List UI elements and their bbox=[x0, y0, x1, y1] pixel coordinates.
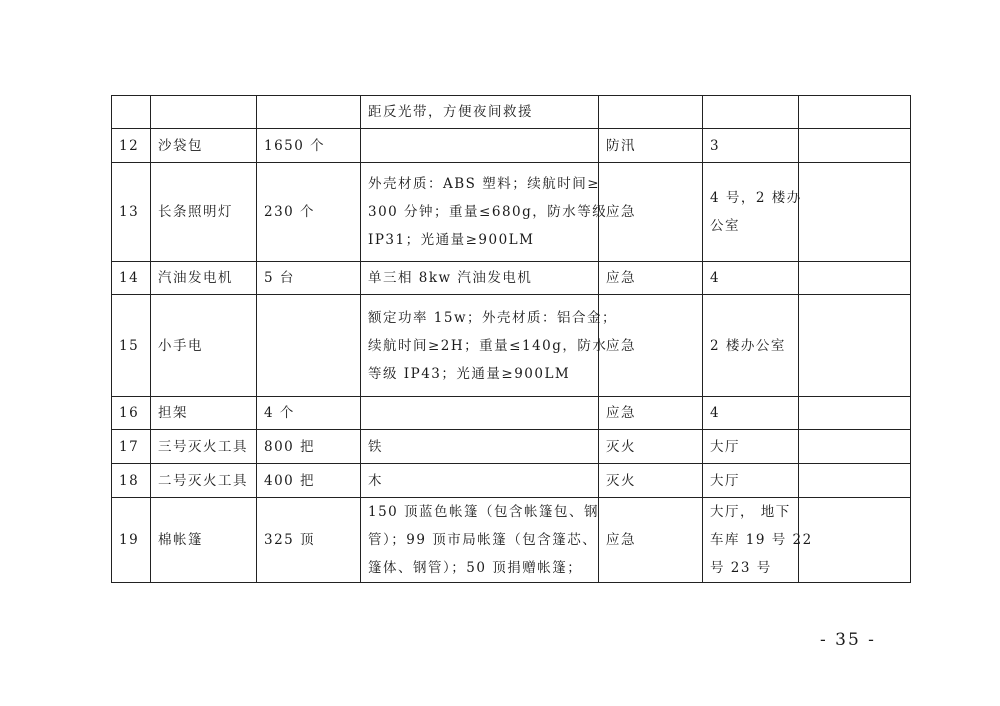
cell-specification-line: 额定功率 15w；外壳材质：铝合金； bbox=[368, 309, 618, 326]
cell-specification-line: 木 bbox=[368, 472, 383, 489]
cell-specification-line: 篷体、钢管）；50 顶捐赠帐篷； bbox=[368, 560, 583, 576]
cell-specification-line bbox=[368, 399, 591, 427]
cell-specification-line: 单三相 8kw 汽油发电机 bbox=[368, 270, 533, 286]
cell-item-name: 沙袋包 bbox=[151, 129, 257, 163]
cell-quantity: 325 顶 bbox=[257, 498, 361, 583]
cell-purpose: 防汛 bbox=[599, 129, 703, 163]
cell-specification-line: 铁 bbox=[368, 438, 383, 455]
cell-number: 19 bbox=[112, 498, 151, 583]
cell-remarks bbox=[799, 262, 911, 295]
cell-item-name: 汽油发电机 bbox=[151, 262, 257, 295]
cell-specification-line: 300 分钟；重量≤680g，防水等级 bbox=[368, 204, 608, 220]
cell-remarks bbox=[799, 464, 911, 498]
cell-quantity: 4 个 bbox=[257, 397, 361, 430]
cell-specification-line: 150 顶蓝色帐篷（包含帐篷包、钢 bbox=[368, 504, 600, 520]
cell-specification-line: 外壳材质：ABS 塑料；续航时间≥ bbox=[368, 176, 601, 192]
cell-number: 12 bbox=[112, 129, 151, 163]
cell-location bbox=[703, 430, 799, 464]
cell-quantity: 5 台 bbox=[257, 262, 361, 295]
cell-specification bbox=[361, 498, 599, 583]
table-row bbox=[112, 464, 911, 498]
cell-location-line: 公室 bbox=[710, 218, 740, 234]
cell-purpose: 灭火 bbox=[599, 430, 703, 464]
cell-item-name: 小手电 bbox=[151, 295, 257, 397]
cell-purpose bbox=[599, 96, 703, 129]
cell-quantity: 400 把 bbox=[257, 464, 361, 498]
cell-number: 17 bbox=[112, 430, 151, 464]
cell-item-name: 三号灭火工具 bbox=[151, 430, 257, 464]
cell-purpose: 应急 bbox=[599, 397, 703, 430]
table-row bbox=[112, 397, 911, 430]
cell-remarks bbox=[799, 397, 911, 430]
table-row bbox=[112, 430, 911, 464]
cell-specification-line: 管）；99 顶市局帐篷（包含篷芯、 bbox=[368, 532, 598, 548]
cell-purpose: 应急 bbox=[599, 163, 703, 262]
cell-location-line bbox=[710, 98, 791, 126]
cell-number: 18 bbox=[112, 464, 151, 498]
cell-specification bbox=[361, 295, 618, 397]
page-number: - 35 - bbox=[820, 630, 876, 650]
cell-specification-line bbox=[368, 132, 591, 160]
cell-location-line: 4 bbox=[710, 405, 721, 421]
cell-specification bbox=[361, 163, 608, 262]
cell-specification bbox=[361, 430, 599, 464]
cell-item-name: 棉帐篷 bbox=[151, 498, 257, 583]
cell-location bbox=[703, 129, 799, 163]
cell-remarks bbox=[799, 96, 911, 129]
cell-specification-line: IP31；光通量≥900LM bbox=[368, 232, 535, 248]
cell-number bbox=[112, 96, 151, 129]
cell-location-line: 4 号，2 楼办 bbox=[710, 190, 802, 206]
cell-number: 13 bbox=[112, 163, 151, 262]
cell-specification bbox=[361, 129, 599, 163]
cell-location bbox=[703, 464, 799, 498]
cell-specification bbox=[361, 397, 599, 430]
cell-location-line: 2 楼办公室 bbox=[710, 337, 786, 354]
cell-specification bbox=[361, 464, 599, 498]
cell-quantity bbox=[257, 96, 361, 129]
cell-remarks bbox=[799, 430, 911, 464]
cell-specification-line: 等级 IP43；光通量≥900LM bbox=[368, 365, 571, 382]
cell-location-line: 大厅 bbox=[710, 438, 740, 455]
cell-location bbox=[703, 262, 799, 295]
cell-location-line: 车库 19 号 22 bbox=[710, 532, 813, 548]
cell-quantity: 1650 个 bbox=[257, 129, 361, 163]
cell-purpose: 应急 bbox=[599, 498, 703, 583]
cell-remarks bbox=[799, 498, 911, 583]
cell-specification-line: 续航时间≥2H；重量≤140g，防水 bbox=[368, 337, 608, 354]
cell-number: 15 bbox=[112, 295, 151, 397]
cell-location-line: 4 bbox=[710, 270, 721, 286]
table-row bbox=[112, 163, 911, 262]
cell-location bbox=[703, 498, 813, 583]
cell-item-name: 长条照明灯 bbox=[151, 163, 257, 262]
table-row bbox=[112, 129, 911, 163]
cell-item-name bbox=[151, 96, 257, 129]
cell-specification bbox=[361, 262, 599, 295]
cell-purpose: 应急 bbox=[599, 295, 703, 397]
cell-location-line: 大厅 bbox=[710, 472, 740, 489]
cell-specification-line: 距反光带，方便夜间救援 bbox=[368, 104, 533, 120]
inventory-table bbox=[111, 95, 911, 583]
cell-remarks bbox=[799, 295, 911, 397]
cell-purpose: 灭火 bbox=[599, 464, 703, 498]
table-row bbox=[112, 96, 911, 129]
table-row bbox=[112, 295, 911, 397]
cell-location-line: 号 23 号 bbox=[710, 560, 772, 576]
cell-number: 14 bbox=[112, 262, 151, 295]
cell-location bbox=[703, 295, 799, 397]
table-row bbox=[112, 498, 911, 583]
cell-purpose: 应急 bbox=[599, 262, 703, 295]
cell-quantity: 230 个 bbox=[257, 163, 361, 262]
cell-location bbox=[703, 163, 802, 262]
cell-remarks bbox=[799, 129, 911, 163]
table-row bbox=[112, 262, 911, 295]
cell-remarks bbox=[799, 163, 911, 262]
inventory-table-body bbox=[112, 96, 911, 583]
cell-quantity: 800 把 bbox=[257, 430, 361, 464]
cell-item-name: 二号灭火工具 bbox=[151, 464, 257, 498]
cell-number: 16 bbox=[112, 397, 151, 430]
cell-location-line: 大厅， 地下 bbox=[710, 504, 791, 520]
cell-location-line: 3 bbox=[710, 137, 721, 154]
cell-quantity bbox=[257, 295, 361, 397]
cell-location bbox=[703, 397, 799, 430]
cell-item-name: 担架 bbox=[151, 397, 257, 430]
cell-specification bbox=[361, 96, 599, 129]
cell-location bbox=[703, 96, 799, 129]
